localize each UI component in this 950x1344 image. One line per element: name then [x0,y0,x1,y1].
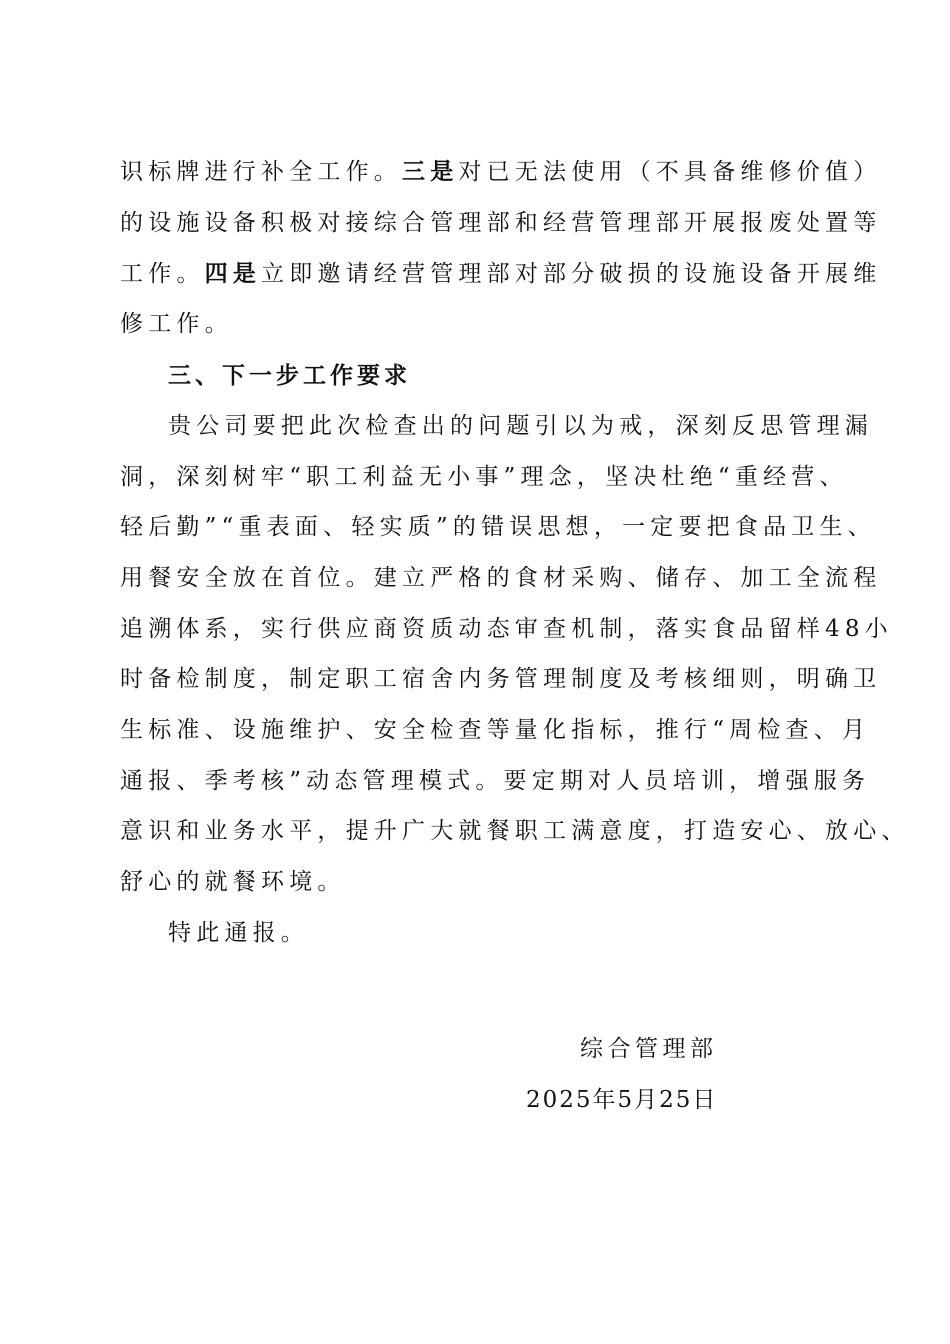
paragraph-line: 意识和业务水平，提升广大就餐职工满意度，打造安心、放心、 [120,818,910,844]
keyword-third: 三是 [402,159,459,185]
paragraph-line [120,157,881,187]
text-segment: 立即邀请经营管理部对部分破损的设施设备开展维 [261,261,882,287]
paragraph-line [120,259,881,289]
paragraph-line: 洞，深刻树牢“职工利益无小事”理念，坚决杜绝“重经营、 [120,464,848,490]
paragraph-line: 追溯体系，实行供应商资质动态审查机制，落实食品留样48小 [120,616,893,642]
paragraph-line: 修工作。 [120,311,233,337]
keyword-fourth: 四是 [204,261,262,287]
paragraph-line: 用餐安全放在首位。建立严格的食材采购、储存、加工全流程 [120,565,882,591]
text-segment: 识标牌进行补全工作。 [120,159,402,185]
text-segment: 对已无法使用（不具备维修价值） [458,159,882,185]
paragraph-line: 通报、季考核”动态管理模式。要定期对人员培训，增强服务 [120,768,871,794]
section-heading: 三、下一步工作要求 [168,363,411,389]
signature-department: 综合管理部 [580,1036,718,1062]
paragraph-line: 舒心的就餐环境。 [120,869,346,895]
paragraph-line: 时备检制度，制定职工宿舍内务管理制度及考核细则，明确卫 [120,666,882,692]
paragraph-line: 贵公司要把此次检查出的问题引以为戒，深刻反思管理漏 [168,413,873,439]
paragraph-line: 轻后勤”“重表面、轻实质”的错误思想，一定要把食品卫生、 [120,514,876,540]
text-segment: 工作。 [120,261,205,287]
paragraph-line: 的设施设备积极对接综合管理部和经营管理部开展报废处置等 [120,210,882,236]
closing-remark: 特此通报。 [168,920,309,946]
signature-date: 2025年5月25日 [526,1087,718,1113]
paragraph-line: 生标准、设施维护、安全检查等量化指标，推行“周检查、月 [120,717,871,743]
